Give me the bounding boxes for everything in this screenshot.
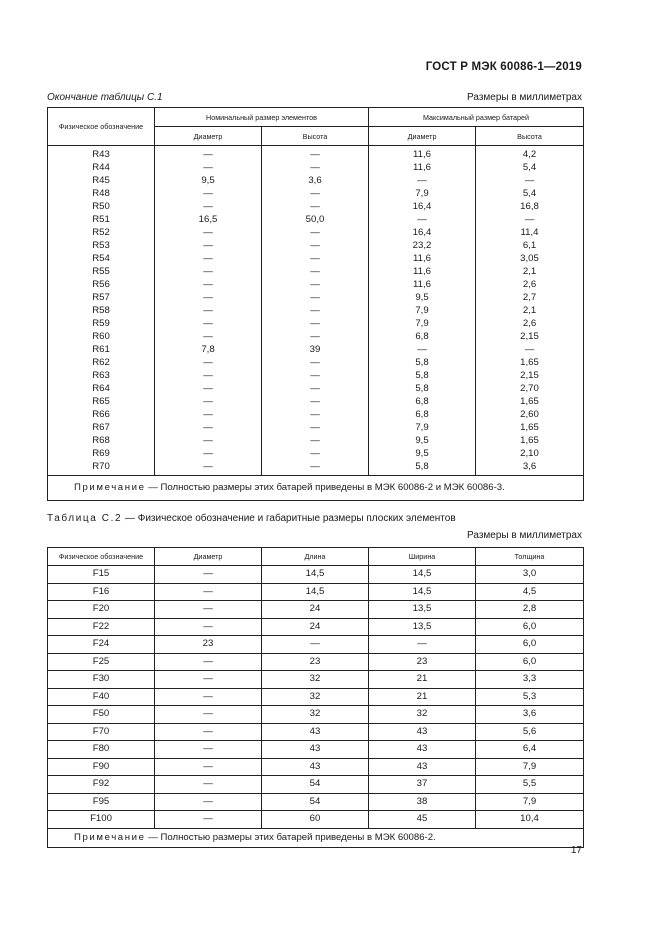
- table-cell: —: [476, 174, 584, 187]
- table-cell: 43: [262, 741, 369, 759]
- table-cell: 14,5: [369, 566, 476, 584]
- table-cell: R57: [48, 291, 155, 304]
- table-cell: —: [262, 146, 369, 162]
- table-cell: —: [262, 252, 369, 265]
- table-cell: 38: [369, 793, 476, 811]
- table-row: [48, 161, 584, 174]
- table-cell: —: [155, 421, 262, 434]
- table-cell: —: [262, 460, 369, 476]
- table-row: [48, 146, 584, 162]
- table-cell: 32: [262, 688, 369, 706]
- table-row: [48, 395, 584, 408]
- table-cell: R63: [48, 369, 155, 382]
- table-cell: —: [262, 636, 369, 654]
- table-cell: 60: [262, 811, 369, 829]
- table-cell: F24: [48, 636, 155, 654]
- table-cell: 5,8: [369, 369, 476, 382]
- table-cell: —: [155, 583, 262, 601]
- table-row: [48, 688, 584, 706]
- table-cell: 2,15: [476, 369, 584, 382]
- table-cell: 23: [262, 653, 369, 671]
- table-cell: 13,5: [369, 601, 476, 619]
- table-cell: —: [262, 317, 369, 330]
- table2-header-diameter: Диаметр: [155, 548, 262, 566]
- table-cell: R43: [48, 146, 155, 162]
- table2-header-physical: Физическое обозначение: [48, 548, 155, 566]
- table-cell: F90: [48, 758, 155, 776]
- table-row: [48, 460, 584, 476]
- table-row: [48, 356, 584, 369]
- table-cell: —: [155, 566, 262, 584]
- table-cell: F15: [48, 566, 155, 584]
- table-cell: R67: [48, 421, 155, 434]
- table-cell: —: [262, 161, 369, 174]
- table-row: [48, 811, 584, 829]
- table-cell: R64: [48, 382, 155, 395]
- table2-note-label: Примечание: [74, 831, 146, 843]
- table-cell: 45: [369, 811, 476, 829]
- table-cell: 11,4: [476, 226, 584, 239]
- table-cell: —: [155, 226, 262, 239]
- table-cell: —: [155, 330, 262, 343]
- table-row: [48, 706, 584, 724]
- table-cell: R51: [48, 213, 155, 226]
- table1: [47, 107, 584, 501]
- table1-header-diameter: Диаметр: [155, 127, 262, 146]
- table-cell: 5,6: [476, 723, 584, 741]
- table-cell: 2,1: [476, 304, 584, 317]
- table-cell: 2,70: [476, 382, 584, 395]
- table1-note-label: Примечание: [74, 482, 146, 493]
- table-cell: 37: [369, 776, 476, 794]
- table-cell: R69: [48, 447, 155, 460]
- table-cell: 2,60: [476, 408, 584, 421]
- table-cell: —: [262, 265, 369, 278]
- table-row: [48, 174, 584, 187]
- table1-units: Размеры в миллиметрах: [467, 92, 582, 103]
- table-cell: —: [155, 408, 262, 421]
- table-cell: —: [262, 434, 369, 447]
- table1-header-max-height: Высота: [476, 127, 584, 146]
- table-row: [48, 601, 584, 619]
- table-cell: R54: [48, 252, 155, 265]
- table-row: [48, 213, 584, 226]
- table-cell: 2,8: [476, 601, 584, 619]
- table-cell: 2,15: [476, 330, 584, 343]
- table-cell: 32: [369, 706, 476, 724]
- table-cell: F30: [48, 671, 155, 689]
- table-cell: —: [262, 200, 369, 213]
- table-cell: 9,5: [369, 447, 476, 460]
- table-cell: 5,8: [369, 356, 476, 369]
- table-cell: F70: [48, 723, 155, 741]
- table-cell: R68: [48, 434, 155, 447]
- table-row: [48, 330, 584, 343]
- table-cell: 5,4: [476, 161, 584, 174]
- table-cell: R62: [48, 356, 155, 369]
- table-cell: 14,5: [262, 583, 369, 601]
- table-cell: —: [155, 304, 262, 317]
- table2-header-thickness: Толщина: [476, 548, 584, 566]
- table-cell: 7,9: [369, 317, 476, 330]
- table-cell: F92: [48, 776, 155, 794]
- table-cell: 3,3: [476, 671, 584, 689]
- table-cell: 6,0: [476, 653, 584, 671]
- table-cell: R58: [48, 304, 155, 317]
- table-cell: —: [262, 304, 369, 317]
- table-cell: R59: [48, 317, 155, 330]
- table1-header-height: Высота: [262, 127, 369, 146]
- document-header: ГОСТ Р МЭК 60086-1—2019: [425, 61, 582, 73]
- table-cell: —: [262, 421, 369, 434]
- table-cell: R44: [48, 161, 155, 174]
- table-cell: F22: [48, 618, 155, 636]
- table-cell: 4,5: [476, 583, 584, 601]
- table-cell: 6,8: [369, 408, 476, 421]
- table-cell: 9,5: [369, 434, 476, 447]
- table-row: [48, 618, 584, 636]
- table-cell: —: [262, 187, 369, 200]
- table-cell: —: [262, 226, 369, 239]
- table-row: [48, 343, 584, 356]
- table-cell: 6,4: [476, 741, 584, 759]
- table-cell: F16: [48, 583, 155, 601]
- table-cell: 5,3: [476, 688, 584, 706]
- table-cell: —: [155, 252, 262, 265]
- table-cell: 11,6: [369, 252, 476, 265]
- table-cell: —: [155, 758, 262, 776]
- table1-header-max-diameter: Диаметр: [369, 127, 476, 146]
- table-cell: 7,9: [476, 758, 584, 776]
- table-cell: —: [262, 395, 369, 408]
- table-cell: R55: [48, 265, 155, 278]
- table-cell: R70: [48, 460, 155, 476]
- table-cell: 24: [262, 601, 369, 619]
- table-cell: R66: [48, 408, 155, 421]
- table-cell: R45: [48, 174, 155, 187]
- table-cell: F20: [48, 601, 155, 619]
- table-cell: 3,05: [476, 252, 584, 265]
- table-cell: —: [262, 291, 369, 304]
- table-cell: 14,5: [262, 566, 369, 584]
- page-number: 17: [570, 845, 582, 856]
- table-cell: 2,1: [476, 265, 584, 278]
- table-cell: R50: [48, 200, 155, 213]
- table-cell: —: [155, 447, 262, 460]
- table-cell: —: [262, 330, 369, 343]
- table-cell: F100: [48, 811, 155, 829]
- table-cell: 6,1: [476, 239, 584, 252]
- table-row: [48, 447, 584, 460]
- table-cell: —: [155, 317, 262, 330]
- table1-note: [48, 476, 584, 501]
- table-cell: 9,5: [155, 174, 262, 187]
- table-cell: R48: [48, 187, 155, 200]
- table-cell: 5,8: [369, 382, 476, 395]
- table-cell: 54: [262, 776, 369, 794]
- table-cell: —: [155, 278, 262, 291]
- table-cell: F25: [48, 653, 155, 671]
- table-cell: —: [155, 776, 262, 794]
- table-cell: —: [155, 741, 262, 759]
- table-cell: 5,5: [476, 776, 584, 794]
- table-cell: —: [155, 601, 262, 619]
- table-cell: 16,4: [369, 200, 476, 213]
- table-cell: 16,8: [476, 200, 584, 213]
- table-cell: —: [155, 161, 262, 174]
- table-row: [48, 317, 584, 330]
- table-cell: —: [155, 146, 262, 162]
- table-cell: 1,65: [476, 421, 584, 434]
- table-cell: —: [155, 382, 262, 395]
- table-cell: 7,9: [369, 304, 476, 317]
- table-cell: —: [155, 265, 262, 278]
- table-cell: 3,6: [262, 174, 369, 187]
- table-cell: 6,8: [369, 330, 476, 343]
- table-cell: 7,9: [369, 421, 476, 434]
- table2-units: Размеры в миллиметрах: [467, 530, 582, 541]
- table-cell: F95: [48, 793, 155, 811]
- table-row: [48, 636, 584, 654]
- table-cell: —: [369, 213, 476, 226]
- table-cell: 2,6: [476, 278, 584, 291]
- table-cell: 11,6: [369, 146, 476, 162]
- table-row: [48, 434, 584, 447]
- table-cell: —: [262, 447, 369, 460]
- table-cell: —: [262, 278, 369, 291]
- table-row: [48, 653, 584, 671]
- table-cell: 2,7: [476, 291, 584, 304]
- table-row: [48, 200, 584, 213]
- table-cell: F80: [48, 741, 155, 759]
- table-cell: 4,2: [476, 146, 584, 162]
- table-cell: 23: [155, 636, 262, 654]
- table-cell: —: [155, 706, 262, 724]
- table-cell: F40: [48, 688, 155, 706]
- table-cell: —: [155, 395, 262, 408]
- table-cell: 23: [369, 653, 476, 671]
- table2-caption-label: Таблица С.2: [47, 513, 123, 524]
- table-row: [48, 776, 584, 794]
- table-row: [48, 278, 584, 291]
- table-cell: 13,5: [369, 618, 476, 636]
- table-cell: —: [155, 811, 262, 829]
- table-cell: —: [155, 356, 262, 369]
- table2-note-text: — Полностью размеры этих батарей приведены в МЭК 60086-2.: [145, 831, 436, 843]
- table2-header-length: Длина: [262, 548, 369, 566]
- table-cell: 7,8: [155, 343, 262, 356]
- table-cell: 5,8: [369, 460, 476, 476]
- table2-caption-text: — Физическое обозначение и габаритные размеры плоских элементов: [122, 513, 456, 524]
- table-cell: 24: [262, 618, 369, 636]
- table-cell: 43: [262, 723, 369, 741]
- table-cell: —: [262, 239, 369, 252]
- table-cell: —: [155, 793, 262, 811]
- table-cell: —: [155, 688, 262, 706]
- table-cell: 43: [369, 758, 476, 776]
- table-row: [48, 566, 584, 584]
- table-cell: 10,4: [476, 811, 584, 829]
- table-cell: —: [369, 636, 476, 654]
- table-cell: —: [155, 369, 262, 382]
- table-cell: F50: [48, 706, 155, 724]
- table-cell: —: [155, 723, 262, 741]
- table-cell: R53: [48, 239, 155, 252]
- table-cell: 21: [369, 688, 476, 706]
- table-row: [48, 226, 584, 239]
- table-cell: 21: [369, 671, 476, 689]
- table-row: [48, 304, 584, 317]
- table-row: [48, 671, 584, 689]
- table-cell: 6,0: [476, 618, 584, 636]
- table-cell: R65: [48, 395, 155, 408]
- table2-caption: [47, 513, 456, 524]
- table-row: [48, 382, 584, 395]
- table2: [47, 547, 584, 848]
- table-cell: —: [155, 239, 262, 252]
- table-cell: 6,0: [476, 636, 584, 654]
- table-cell: 1,65: [476, 395, 584, 408]
- table-cell: —: [262, 356, 369, 369]
- table-cell: —: [155, 291, 262, 304]
- table-cell: 43: [369, 723, 476, 741]
- table-cell: 32: [262, 671, 369, 689]
- table-cell: 5,4: [476, 187, 584, 200]
- table-row: [48, 252, 584, 265]
- table1-note-text: — Полностью размеры этих батарей приведены в МЭК 60086-2 и МЭК 60086-3.: [145, 482, 505, 493]
- table-cell: 3,6: [476, 460, 584, 476]
- table-row: [48, 723, 584, 741]
- table-cell: 2,6: [476, 317, 584, 330]
- table-cell: 39: [262, 343, 369, 356]
- table-cell: —: [155, 671, 262, 689]
- table-cell: —: [155, 187, 262, 200]
- table-cell: —: [155, 618, 262, 636]
- table-cell: 32: [262, 706, 369, 724]
- table-cell: 2,10: [476, 447, 584, 460]
- table-row: [48, 793, 584, 811]
- table-cell: —: [155, 460, 262, 476]
- table-cell: 1,65: [476, 434, 584, 447]
- table-cell: —: [262, 382, 369, 395]
- table-cell: 7,9: [476, 793, 584, 811]
- table-cell: 23,2: [369, 239, 476, 252]
- table-cell: 16,5: [155, 213, 262, 226]
- table-cell: 16,4: [369, 226, 476, 239]
- table-cell: 43: [262, 758, 369, 776]
- table-cell: R60: [48, 330, 155, 343]
- table-cell: 43: [369, 741, 476, 759]
- table-row: [48, 421, 584, 434]
- table-cell: R61: [48, 343, 155, 356]
- table-row: [48, 291, 584, 304]
- table-row: [48, 265, 584, 278]
- table-cell: 14,5: [369, 583, 476, 601]
- table-cell: —: [262, 369, 369, 382]
- table-cell: —: [155, 434, 262, 447]
- table-cell: —: [369, 174, 476, 187]
- table-row: [48, 369, 584, 382]
- table-row: [48, 758, 584, 776]
- table-cell: 11,6: [369, 278, 476, 291]
- table-cell: R56: [48, 278, 155, 291]
- table-row: [48, 187, 584, 200]
- table1-header-max: Максимальный размер батарей: [369, 108, 584, 127]
- table-cell: 1,65: [476, 356, 584, 369]
- table-cell: —: [155, 653, 262, 671]
- table2-note: [48, 828, 584, 847]
- table-row: [48, 583, 584, 601]
- table1-caption: Окончание таблицы С.1: [47, 92, 163, 103]
- table-cell: 3,0: [476, 566, 584, 584]
- table-row: [48, 239, 584, 252]
- table-cell: 54: [262, 793, 369, 811]
- table-cell: 50,0: [262, 213, 369, 226]
- table-row: [48, 741, 584, 759]
- table-cell: —: [262, 408, 369, 421]
- table-cell: 6,8: [369, 395, 476, 408]
- table-cell: R52: [48, 226, 155, 239]
- table-cell: 9,5: [369, 291, 476, 304]
- table-cell: —: [155, 200, 262, 213]
- table-cell: 3,6: [476, 706, 584, 724]
- table-cell: —: [476, 343, 584, 356]
- table-cell: —: [476, 213, 584, 226]
- table1-header-nominal: Номинальный размер элементов: [155, 108, 369, 127]
- table-row: [48, 408, 584, 421]
- table-cell: 11,6: [369, 161, 476, 174]
- table-cell: 11,6: [369, 265, 476, 278]
- table-cell: 7,9: [369, 187, 476, 200]
- table2-header-width: Ширина: [369, 548, 476, 566]
- table-cell: —: [369, 343, 476, 356]
- table1-header-physical: Физическое обозначение: [48, 108, 155, 146]
